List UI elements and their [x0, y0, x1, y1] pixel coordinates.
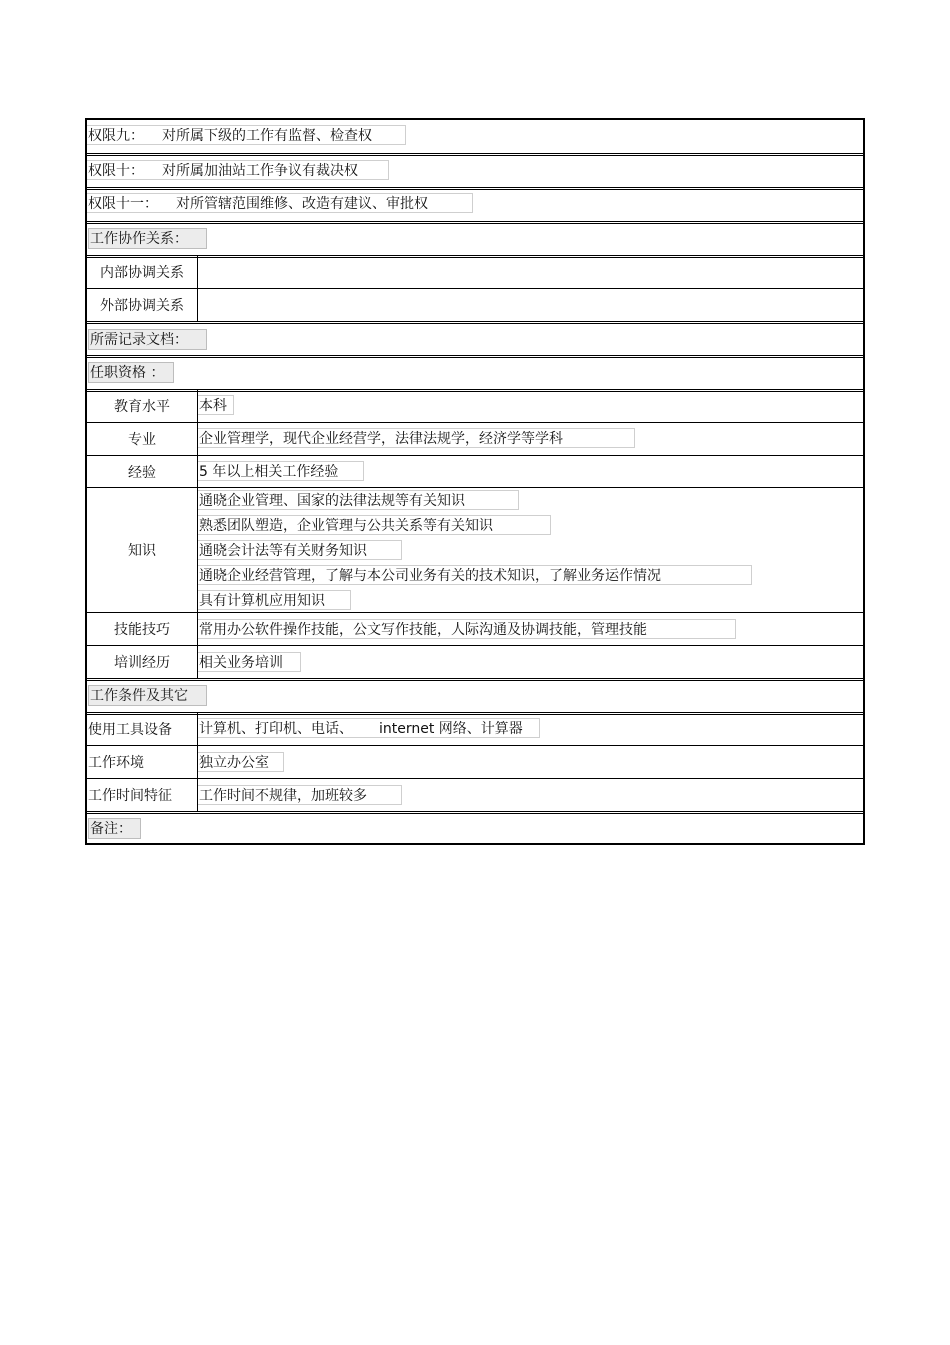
authority-11-text: 对所管辖范围维修、改造有建议、审批权	[176, 196, 428, 212]
experience-row	[87, 455, 863, 487]
knowledge-row	[87, 487, 863, 612]
authority-10-box	[87, 160, 389, 180]
training-value: 相关业务培训	[198, 652, 301, 672]
tools-value-part2: internet 网络、计算器	[379, 721, 523, 737]
authority-9-label: 权限九：	[88, 128, 144, 144]
schedule-row	[87, 778, 863, 811]
training-label: 培训经历	[87, 646, 198, 678]
external-coordination-row	[87, 288, 863, 321]
authority-9-box	[87, 125, 406, 145]
collaboration-header-row	[87, 221, 863, 255]
experience-value: 5 年以上相关工作经验	[198, 461, 364, 481]
skills-label: 技能技巧	[87, 613, 198, 645]
skills-value: 常用办公软件操作技能，公文写作技能，人际沟通及协调技能，管理技能	[198, 619, 736, 639]
schedule-label: 工作时间特征	[87, 779, 198, 811]
tools-label: 使用工具设备	[87, 713, 198, 745]
tools-row	[87, 712, 863, 745]
conditions-title: 工作条件及其它	[88, 685, 207, 706]
knowledge-list	[198, 488, 863, 612]
external-coordination-label: 外部协调关系	[87, 289, 198, 321]
skills-row	[87, 612, 863, 645]
authority-11-label: 权限十一：	[88, 196, 158, 212]
knowledge-label: 知识	[87, 488, 198, 612]
authority-row-11	[87, 187, 863, 221]
knowledge-item: 通晓会计法等有关财务知识	[198, 540, 402, 560]
authority-row-10	[87, 153, 863, 187]
tools-value-part1: 计算机、打印机、电话、	[199, 721, 353, 737]
authority-row-9	[87, 120, 863, 153]
records-title: 所需记录文档：	[88, 329, 207, 350]
education-row	[87, 389, 863, 422]
internal-coordination-row	[87, 255, 863, 288]
notes-title: 备注：	[88, 818, 141, 839]
environment-value: 独立办公室	[198, 752, 284, 772]
environment-label: 工作环境	[87, 746, 198, 778]
knowledge-item: 通晓企业管理、国家的法律法规等有关知识	[198, 490, 519, 510]
education-value: 本科	[198, 395, 234, 415]
job-description-form	[85, 118, 865, 845]
major-value: 企业管理学，现代企业经营学，法律法规学，经济学等学科	[198, 428, 635, 448]
conditions-header-row	[87, 678, 863, 712]
tools-value	[198, 718, 540, 738]
experience-label: 经验	[87, 456, 198, 487]
knowledge-item: 熟悉团队塑造，企业管理与公共关系等有关知识	[198, 515, 551, 535]
notes-row	[87, 811, 863, 845]
internal-coordination-label: 内部协调关系	[87, 256, 198, 288]
external-coordination-value	[198, 289, 863, 321]
authority-11-box	[87, 193, 473, 213]
knowledge-item: 具有计算机应用知识	[198, 590, 351, 610]
major-row	[87, 422, 863, 455]
collaboration-title: 工作协作关系：	[88, 228, 207, 249]
qualifications-header-row	[87, 355, 863, 389]
training-row	[87, 645, 863, 678]
internal-coordination-value	[198, 256, 863, 288]
records-row	[87, 321, 863, 355]
environment-row	[87, 745, 863, 778]
schedule-value: 工作时间不规律，加班较多	[198, 785, 402, 805]
authority-10-text: 对所属加油站工作争议有裁决权	[162, 163, 358, 179]
knowledge-item: 通晓企业经营管理，了解与本公司业务有关的技术知识，了解业务运作情况	[198, 565, 752, 585]
major-label: 专业	[87, 423, 198, 455]
authority-10-label: 权限十：	[88, 163, 144, 179]
qualifications-title: 任职资格 ：	[88, 362, 174, 383]
authority-9-text: 对所属下级的工作有监督、检查权	[162, 128, 372, 144]
education-label: 教育水平	[87, 390, 198, 422]
